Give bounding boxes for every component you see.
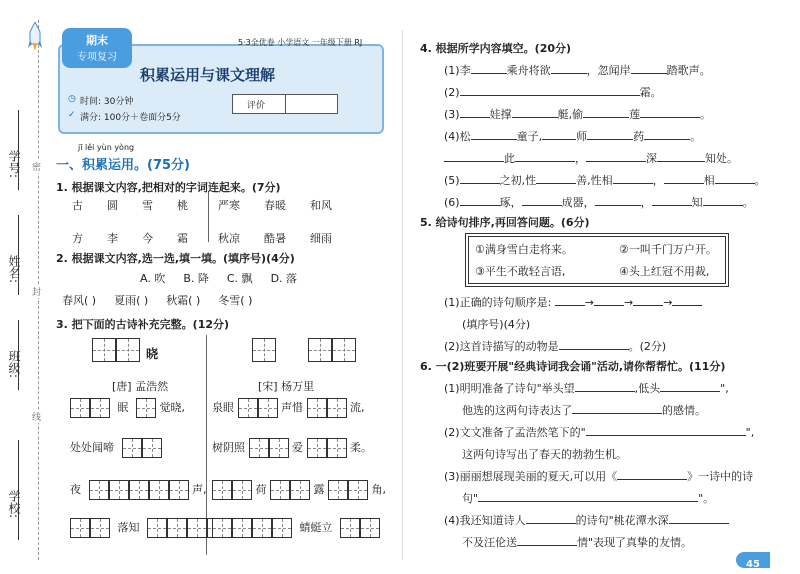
- q5-s1-text: (1)正确的诗句顺序是:: [444, 296, 552, 309]
- poem2-line2: [212, 438, 372, 458]
- q6-text: 》一诗中的诗: [687, 470, 754, 483]
- char-box[interactable]: [169, 480, 189, 500]
- student-id-field[interactable]: [18, 110, 19, 190]
- q4-line3: [444, 106, 711, 122]
- q5-stem: 5. 给诗句排序,再回答问题。(6分): [420, 216, 590, 229]
- char-box[interactable]: [272, 518, 292, 538]
- char-box[interactable]: [70, 398, 90, 418]
- char-box[interactable]: [270, 480, 290, 500]
- char-box[interactable]: [116, 338, 140, 362]
- order-blank[interactable]: [555, 294, 585, 306]
- char-box[interactable]: [92, 338, 116, 362]
- q1-word[interactable]: 严寒: [218, 199, 240, 212]
- q5-s2: [444, 338, 666, 354]
- q4-line7: [444, 194, 754, 210]
- char-box[interactable]: [258, 398, 278, 418]
- cut-mark-close: 封: [32, 285, 41, 298]
- q1-word[interactable]: 圆: [107, 199, 118, 212]
- q4-line1: [444, 62, 711, 78]
- cut-mark-line: 线: [32, 410, 41, 423]
- q6-text: 的诗句"桃花潭水深: [575, 514, 669, 527]
- q1-left-row2: [72, 230, 188, 246]
- badge-line1: 期末: [86, 34, 108, 47]
- poem2-line4: [212, 518, 380, 538]
- q4-blank[interactable]: [536, 172, 576, 184]
- q4-text: 此: [504, 152, 515, 165]
- poem-text: 树阴照: [212, 441, 245, 454]
- poem-text: 觉晓,: [159, 401, 185, 414]
- char-box[interactable]: [308, 338, 332, 362]
- q4-text: 莲: [629, 108, 641, 121]
- order-blank[interactable]: [594, 294, 624, 306]
- arrow-icon: →: [663, 296, 673, 309]
- q1-stem: 1. 根据课文内容,把相对的字词连起来。(7分): [56, 181, 281, 194]
- q4-text: 师: [576, 130, 588, 143]
- poem1-line2: [70, 438, 162, 458]
- q2-option: A. 吹: [140, 272, 166, 285]
- student-name-label: 姓名:: [7, 255, 21, 284]
- q4-blank[interactable]: [471, 62, 507, 74]
- q1-divider: [208, 192, 209, 242]
- q3-stem: 3. 把下面的古诗补充完整。(12分): [56, 318, 230, 331]
- poem-text: 柔。: [350, 441, 372, 454]
- q4-blank[interactable]: [460, 106, 490, 118]
- char-box[interactable]: [269, 438, 289, 458]
- q4-blank[interactable]: [595, 194, 641, 206]
- q4-blank[interactable]: [657, 150, 705, 162]
- q5-item-box: [468, 236, 726, 284]
- char-box[interactable]: [340, 518, 360, 538]
- char-box[interactable]: [109, 480, 129, 500]
- char-box[interactable]: [90, 518, 110, 538]
- q6-text: ",: [745, 426, 755, 439]
- q4-blank[interactable]: [551, 62, 587, 74]
- q4-blank[interactable]: [512, 106, 558, 118]
- student-id-label: 学号:: [7, 150, 21, 179]
- q4-blank[interactable]: [631, 62, 667, 74]
- poem1-line3: [70, 480, 207, 500]
- q4-text: 。: [690, 130, 702, 143]
- rocket-icon: [28, 22, 42, 52]
- q4-blank[interactable]: [460, 84, 550, 96]
- poem1-line4: [70, 518, 227, 538]
- poem1-title-boxes: [92, 338, 140, 362]
- q5-item: ②一叫千门万户开。: [619, 243, 717, 256]
- q4-blank[interactable]: [703, 194, 743, 206]
- q4-blank[interactable]: [640, 106, 700, 118]
- q6-p3c: [462, 490, 714, 506]
- q4-blank[interactable]: [586, 150, 646, 162]
- q1-word[interactable]: 霜: [177, 232, 188, 245]
- q4-text: 知: [691, 196, 703, 209]
- q5-item: ①满身雪白走将来。: [475, 243, 573, 256]
- q6-text: (4)我还知道诗人: [444, 514, 526, 527]
- char-box[interactable]: [122, 438, 142, 458]
- q4-text: (2): [444, 86, 460, 99]
- poem-text: 声惜: [281, 401, 303, 414]
- grade-label: 评价: [247, 101, 266, 111]
- q4-blank[interactable]: [664, 172, 704, 184]
- q1-word[interactable]: 细雨: [310, 232, 332, 245]
- q6-text: "。: [698, 492, 715, 505]
- char-box[interactable]: [232, 480, 252, 500]
- poem2-title-boxes: [252, 338, 356, 362]
- q4-text: 踏歌声。: [666, 64, 711, 77]
- q4-line5: [444, 150, 738, 166]
- q4-blank[interactable]: [444, 150, 504, 162]
- page-title: 积累运用与课文理解: [140, 66, 276, 84]
- q4-text: 乘舟将欲: [506, 64, 551, 77]
- char-box[interactable]: [249, 438, 269, 458]
- poem-text: 流,: [350, 401, 365, 414]
- q4-text: 善,性相: [576, 174, 613, 187]
- q4-blank[interactable]: [515, 150, 575, 162]
- poem-text: 露: [313, 483, 325, 496]
- badge-line2: 专项复习: [77, 52, 117, 63]
- animal-blank[interactable]: [559, 338, 629, 350]
- q6-blank[interactable]: [572, 402, 662, 414]
- q1-right-row1: [218, 197, 332, 213]
- q4-line4: [444, 128, 701, 144]
- q4-blank[interactable]: [644, 128, 690, 140]
- char-box[interactable]: [290, 480, 310, 500]
- page-number: 45: [746, 559, 760, 570]
- q6-text: 句": [462, 492, 479, 505]
- q6-blank[interactable]: [660, 380, 720, 392]
- q4-text: 药: [633, 130, 645, 143]
- q6-blank[interactable]: [666, 424, 746, 436]
- poem-text: 落知: [117, 521, 140, 534]
- poem1-title: 晓: [146, 347, 159, 361]
- q6-text: 他选的这两句诗表达了: [462, 404, 572, 417]
- poem-text: 夜: [70, 483, 81, 496]
- page-fold: [402, 30, 403, 560]
- school-label: 学校:: [7, 490, 21, 519]
- q6-text: (3)丽丽想展现美丽的夏天,可以用《: [444, 470, 618, 483]
- time-info: 时间: 30分钟: [80, 97, 134, 107]
- q5-s2-text: (2)这首诗描写的动物是: [444, 340, 559, 353]
- char-box[interactable]: [212, 518, 232, 538]
- q6-text: (2)文文准备了孟浩然笔下的": [444, 426, 586, 439]
- char-box[interactable]: [89, 480, 109, 500]
- char-box[interactable]: [238, 398, 258, 418]
- q2-blank[interactable]: 秋霜( ): [166, 294, 201, 307]
- arrow-icon: →: [624, 296, 634, 309]
- check-icon: ✓: [68, 110, 76, 120]
- char-box[interactable]: [147, 518, 167, 538]
- q4-text: 成器，: [561, 196, 595, 209]
- q4-text: (1)李: [444, 64, 471, 77]
- q4-line6: [444, 172, 766, 188]
- q4-text: 艇,偷: [557, 108, 584, 121]
- section-pinyin: jī lěi yùn yòng: [78, 143, 135, 152]
- poem2-line1: [212, 398, 365, 418]
- q6-p3: [444, 468, 753, 484]
- poem-text: 声,: [192, 483, 207, 496]
- char-box[interactable]: [327, 398, 347, 418]
- poem1-line1: [70, 398, 185, 418]
- q4-text: 。: [700, 108, 712, 121]
- q4-text: 。: [742, 196, 754, 209]
- clock-icon: ◷: [68, 94, 76, 104]
- q4-blank[interactable]: [652, 194, 692, 206]
- q2-option: D. 落: [270, 272, 298, 285]
- q4-text: 深: [646, 152, 657, 165]
- char-box[interactable]: [252, 518, 272, 538]
- char-box[interactable]: [252, 338, 276, 362]
- q1-word[interactable]: 古: [72, 199, 83, 212]
- q6-stem: 6. 一(2)班要开展"经典诗词我会诵"活动,请你帮帮忙。(11分): [420, 360, 726, 373]
- q4-text: 。: [754, 174, 766, 187]
- char-box[interactable]: [332, 338, 356, 362]
- grade-box[interactable]: [232, 94, 338, 114]
- page-number-badge: [736, 552, 770, 568]
- arrow-icon: →: [584, 296, 595, 309]
- q5-s2b-text: 。(2分): [628, 340, 667, 353]
- char-box[interactable]: [232, 518, 252, 538]
- q6-p2d: 这两句诗写出了春天的勃勃生机。: [462, 448, 627, 461]
- order-blank[interactable]: [672, 294, 702, 306]
- q6-blank[interactable]: [478, 490, 698, 502]
- char-box[interactable]: [142, 438, 162, 458]
- q2-blank[interactable]: 夏雨( ): [114, 294, 149, 307]
- poem2-author: [宋] 杨万里: [258, 380, 315, 393]
- char-box[interactable]: [327, 438, 347, 458]
- char-box[interactable]: [328, 480, 348, 500]
- q1-word[interactable]: 方: [72, 232, 83, 245]
- q4-text: 娃撑: [489, 108, 512, 121]
- q4-blank[interactable]: [460, 172, 500, 184]
- q6-blank[interactable]: [586, 424, 666, 436]
- q2-blank[interactable]: 春风( ): [62, 294, 97, 307]
- review-badge: [62, 28, 132, 68]
- char-box[interactable]: [348, 480, 368, 500]
- q4-text: 童子,: [516, 130, 543, 143]
- q6-p2: [444, 424, 754, 440]
- q4-blank[interactable]: [460, 194, 500, 206]
- q6-blank[interactable]: [617, 468, 687, 480]
- q4-text: 之初,性: [499, 174, 537, 187]
- score-info: 满分: 100分＋卷面分5分: [80, 113, 181, 123]
- order-blank[interactable]: [633, 294, 663, 306]
- q6-blank[interactable]: [575, 380, 635, 392]
- q6-text: 的感情。: [662, 404, 706, 417]
- q1-word[interactable]: 今: [142, 232, 153, 245]
- q4-text: ，忽闻岸: [586, 64, 631, 77]
- q6-p4: [444, 512, 729, 528]
- char-box[interactable]: [360, 518, 380, 538]
- student-name-field[interactable]: [18, 215, 19, 295]
- school-field[interactable]: [18, 440, 19, 540]
- q1-word[interactable]: 雪: [142, 199, 153, 212]
- q6-p1: [444, 380, 729, 396]
- poem-text: 眠: [117, 401, 129, 414]
- series-label: 5·3全优卷 小学语文 一年级下册 RJ: [238, 38, 363, 47]
- class-field[interactable]: [18, 320, 19, 390]
- poem-text: 泉眼: [212, 401, 234, 414]
- q1-word[interactable]: 秋凉: [218, 232, 240, 245]
- q4-blank[interactable]: [550, 84, 640, 96]
- q6-text: ,低头: [634, 382, 661, 395]
- poem1-author: [唐] 孟浩然: [112, 380, 169, 393]
- poem-text: 爱: [292, 441, 303, 454]
- cut-mark-seal: 密: [32, 160, 41, 173]
- q1-word[interactable]: 李: [107, 232, 118, 245]
- binding-strip: [0, 0, 52, 574]
- char-box[interactable]: [129, 480, 149, 500]
- q4-blank[interactable]: [583, 106, 629, 118]
- q2-options: [140, 270, 297, 286]
- q5-s1b: (填序号)(4分): [462, 318, 531, 331]
- q4-line2: [444, 84, 662, 100]
- q2-blanks: [62, 292, 252, 308]
- grade-divider: [285, 95, 286, 113]
- q4-text: (6): [444, 196, 460, 209]
- q2-stem: 2. 根据课文内容,选一选,填一填。(填序号)(4分): [56, 252, 295, 265]
- q4-blank[interactable]: [613, 172, 653, 184]
- char-box[interactable]: [187, 518, 207, 538]
- q4-blank[interactable]: [471, 128, 517, 140]
- q6-blank[interactable]: [517, 534, 577, 546]
- section-title: 一、积累运用。(75分): [56, 158, 190, 173]
- char-box[interactable]: [70, 518, 90, 538]
- poem-text: 处处闻啼: [70, 441, 114, 454]
- q5-s1: [444, 294, 702, 310]
- q4-text: 琢，: [499, 196, 522, 209]
- q4-text: (5): [444, 174, 460, 187]
- q4-text: ，: [640, 196, 652, 209]
- q4-text: ，: [652, 174, 664, 187]
- char-box[interactable]: [307, 398, 327, 418]
- q1-left-row1: [72, 197, 188, 213]
- q1-right-row2: [218, 230, 332, 246]
- q6-text: 不及汪伦送: [462, 536, 517, 549]
- q4-stem: 4. 根据所学内容填空。(20分): [420, 42, 572, 55]
- q6-p4c: [462, 534, 692, 550]
- q4-text: 知处。: [705, 152, 738, 165]
- q1-word[interactable]: 桃: [177, 199, 188, 212]
- char-box[interactable]: [90, 398, 110, 418]
- char-box[interactable]: [136, 398, 156, 418]
- q1-word[interactable]: 春暖: [264, 199, 286, 212]
- q1-word[interactable]: 酷暑: [264, 232, 286, 245]
- q6-text: ",: [720, 382, 729, 395]
- poem2-line3: [212, 480, 386, 500]
- poem-text: 荷: [255, 483, 267, 496]
- poem-text: 蜻蜓立: [299, 521, 333, 534]
- q6-p1d: [462, 402, 706, 418]
- q4-text: 相: [703, 174, 715, 187]
- q1-word[interactable]: 和风: [310, 199, 332, 212]
- q4-blank[interactable]: [587, 128, 633, 140]
- q6-text: 情"表现了真挚的友情。: [577, 536, 693, 549]
- q4-blank[interactable]: [715, 172, 755, 184]
- q5-item: ③平生不敢轻言语,: [475, 265, 566, 278]
- q6-blank[interactable]: [526, 512, 576, 524]
- q4-text: (3): [444, 108, 460, 121]
- q4-text: (4)松: [444, 130, 471, 143]
- q2-blank[interactable]: 冬雪( ): [218, 294, 253, 307]
- q2-option: B. 降: [183, 272, 209, 285]
- char-box[interactable]: [167, 518, 187, 538]
- q4-text: ，: [575, 152, 586, 165]
- class-label: 班级:: [7, 350, 21, 379]
- q5-item: ④头上红冠不用裁,: [619, 265, 710, 278]
- char-box[interactable]: [307, 438, 327, 458]
- char-box[interactable]: [212, 480, 232, 500]
- q4-blank[interactable]: [542, 128, 576, 140]
- q2-option: C. 飘: [226, 272, 253, 285]
- poem-text: 角,: [371, 483, 386, 496]
- q6-text: (1)明明准备了诗句"举头望: [444, 382, 575, 395]
- q6-blank[interactable]: [669, 512, 729, 524]
- q4-text: 霜。: [639, 86, 662, 99]
- char-box[interactable]: [149, 480, 169, 500]
- q4-blank[interactable]: [522, 194, 562, 206]
